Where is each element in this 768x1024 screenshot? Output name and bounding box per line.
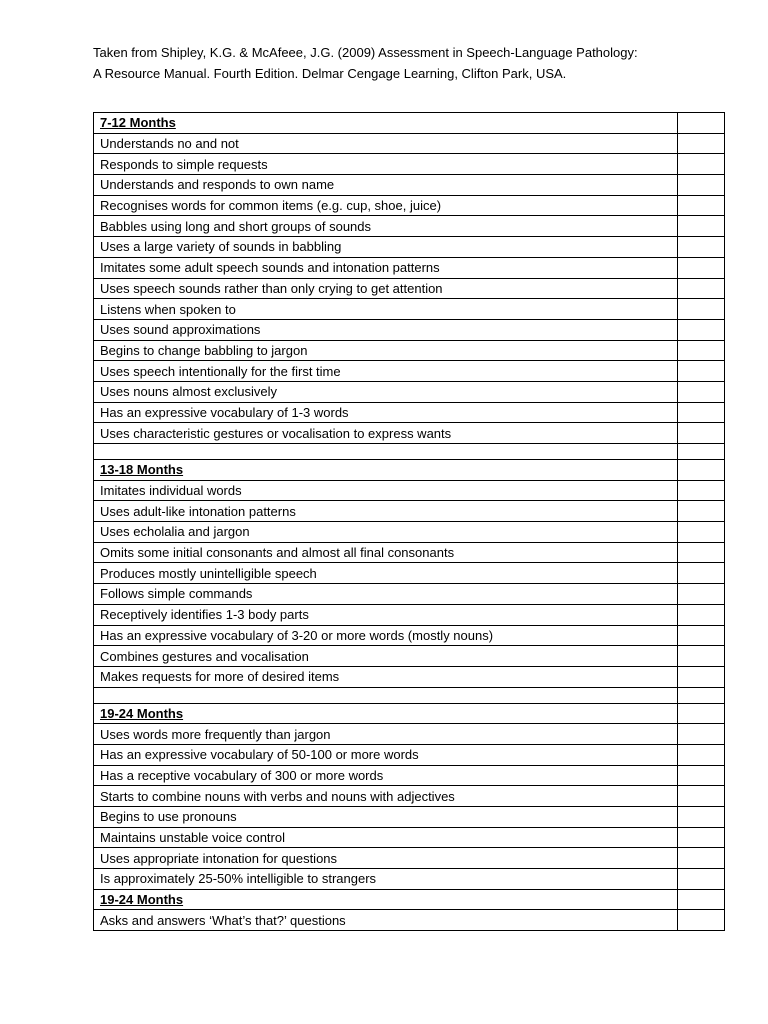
milestone-check-cell[interactable] xyxy=(678,724,725,745)
milestone-check-cell[interactable] xyxy=(678,848,725,869)
milestone-text: Produces mostly unintelligible speech xyxy=(94,563,678,584)
milestone-text: Omits some initial consonants and almost all final consonants xyxy=(94,542,678,563)
milestone-row xyxy=(94,423,725,444)
milestone-row xyxy=(94,278,725,299)
milestone-text: Has an expressive vocabulary of 1-3 words xyxy=(94,402,678,423)
milestone-text: Starts to combine nouns with verbs and nouns with adjectives xyxy=(94,786,678,807)
milestone-row xyxy=(94,154,725,175)
milestone-row xyxy=(94,910,725,931)
milestone-row xyxy=(94,522,725,543)
spacer-check-cell xyxy=(678,687,725,703)
milestone-text: Uses appropriate intonation for questions xyxy=(94,848,678,869)
milestone-text: Listens when spoken to xyxy=(94,299,678,320)
milestone-check-cell[interactable] xyxy=(678,216,725,237)
milestone-row xyxy=(94,175,725,196)
milestone-row xyxy=(94,237,725,258)
milestone-row xyxy=(94,195,725,216)
milestone-text: Uses speech intentionally for the first time xyxy=(94,361,678,382)
milestone-text: Imitates individual words xyxy=(94,480,678,501)
milestone-text: Has an expressive vocabulary of 50-100 or more words xyxy=(94,744,678,765)
section-heading: 19-24 Months xyxy=(94,889,678,910)
milestone-text: Recognises words for common items (e.g. cup, shoe, juice) xyxy=(94,195,678,216)
milestone-check-cell[interactable] xyxy=(678,402,725,423)
milestone-check-cell[interactable] xyxy=(678,910,725,931)
milestone-text: Combines gestures and vocalisation xyxy=(94,646,678,667)
citation-line-1: Taken from Shipley, K.G. & McAfeee, J.G. (2009) Assessment in Speech-Language Pathology: xyxy=(93,45,638,60)
milestone-check-cell[interactable] xyxy=(678,480,725,501)
milestone-row xyxy=(94,299,725,320)
section-heading: 19-24 Months xyxy=(94,703,678,724)
section-heading: 7-12 Months xyxy=(94,113,678,134)
milestone-text: Begins to use pronouns xyxy=(94,807,678,828)
milestone-check-cell[interactable] xyxy=(678,381,725,402)
milestone-row xyxy=(94,381,725,402)
milestone-check-cell[interactable] xyxy=(678,646,725,667)
section-heading: 13-18 Months xyxy=(94,460,678,481)
milestone-check-cell[interactable] xyxy=(678,744,725,765)
milestone-row xyxy=(94,848,725,869)
milestone-check-cell[interactable] xyxy=(678,195,725,216)
spacer-cell xyxy=(94,687,678,703)
milestone-text: Uses a large variety of sounds in babbling xyxy=(94,237,678,258)
milestone-row xyxy=(94,869,725,890)
milestone-check-cell[interactable] xyxy=(678,501,725,522)
section-check-cell[interactable] xyxy=(678,460,725,481)
milestone-check-cell[interactable] xyxy=(678,299,725,320)
milestone-row xyxy=(94,501,725,522)
milestone-row xyxy=(94,480,725,501)
milestone-check-cell[interactable] xyxy=(678,237,725,258)
checklist-body xyxy=(94,113,725,931)
milestone-check-cell[interactable] xyxy=(678,522,725,543)
milestone-check-cell[interactable] xyxy=(678,175,725,196)
milestone-check-cell[interactable] xyxy=(678,765,725,786)
milestone-check-cell[interactable] xyxy=(678,154,725,175)
milestone-text: Asks and answers ‘What’s that?’ questions xyxy=(94,910,678,931)
spacer-check-cell xyxy=(678,444,725,460)
milestone-text: Uses words more frequently than jargon xyxy=(94,724,678,745)
milestone-check-cell[interactable] xyxy=(678,604,725,625)
milestone-row xyxy=(94,319,725,340)
milestone-row xyxy=(94,563,725,584)
milestone-row xyxy=(94,216,725,237)
milestone-check-cell[interactable] xyxy=(678,319,725,340)
section-header-row xyxy=(94,703,725,724)
milestone-check-cell[interactable] xyxy=(678,869,725,890)
milestone-check-cell[interactable] xyxy=(678,361,725,382)
milestone-text: Is approximately 25-50% intelligible to strangers xyxy=(94,869,678,890)
milestone-row xyxy=(94,340,725,361)
citation-line-2: A Resource Manual. Fourth Edition. Delmar Cengage Learning, Clifton Park, USA. xyxy=(93,66,567,81)
milestone-check-cell[interactable] xyxy=(678,423,725,444)
section-check-cell[interactable] xyxy=(678,113,725,134)
milestone-row xyxy=(94,827,725,848)
milestone-text: Understands no and not xyxy=(94,133,678,154)
milestone-row xyxy=(94,807,725,828)
milestone-row xyxy=(94,786,725,807)
milestone-checklist-table xyxy=(93,112,725,931)
milestone-row xyxy=(94,724,725,745)
milestone-text: Imitates some adult speech sounds and intonation patterns xyxy=(94,257,678,278)
milestone-row xyxy=(94,584,725,605)
milestone-row xyxy=(94,133,725,154)
milestone-text: Uses echolalia and jargon xyxy=(94,522,678,543)
milestone-check-cell[interactable] xyxy=(678,542,725,563)
milestone-row xyxy=(94,604,725,625)
milestone-text: Babbles using long and short groups of sounds xyxy=(94,216,678,237)
milestone-row xyxy=(94,542,725,563)
milestone-check-cell[interactable] xyxy=(678,133,725,154)
milestone-text: Uses sound approximations xyxy=(94,319,678,340)
milestone-text: Uses nouns almost exclusively xyxy=(94,381,678,402)
milestone-check-cell[interactable] xyxy=(678,807,725,828)
milestone-row xyxy=(94,402,725,423)
milestone-text: Maintains unstable voice control xyxy=(94,827,678,848)
milestone-row xyxy=(94,361,725,382)
spacer-cell xyxy=(94,444,678,460)
milestone-check-cell[interactable] xyxy=(678,278,725,299)
milestone-check-cell[interactable] xyxy=(678,786,725,807)
section-header-row xyxy=(94,460,725,481)
milestone-row xyxy=(94,744,725,765)
milestone-text: Receptively identifies 1-3 body parts xyxy=(94,604,678,625)
milestone-row xyxy=(94,625,725,646)
milestone-check-cell[interactable] xyxy=(678,563,725,584)
milestone-text: Has a receptive vocabulary of 300 or more words xyxy=(94,765,678,786)
milestone-text: Has an expressive vocabulary of 3-20 or more words (mostly nouns) xyxy=(94,625,678,646)
citation xyxy=(93,42,733,84)
section-header-row xyxy=(94,889,725,910)
milestone-check-cell[interactable] xyxy=(678,625,725,646)
milestone-text: Uses speech sounds rather than only crying to get attention xyxy=(94,278,678,299)
milestone-row xyxy=(94,646,725,667)
section-check-cell[interactable] xyxy=(678,703,725,724)
milestone-check-cell[interactable] xyxy=(678,827,725,848)
milestone-text: Follows simple commands xyxy=(94,584,678,605)
spacer-row xyxy=(94,444,725,460)
milestone-text: Uses adult-like intonation patterns xyxy=(94,501,678,522)
milestone-row xyxy=(94,765,725,786)
milestone-text: Begins to change babbling to jargon xyxy=(94,340,678,361)
milestone-check-cell[interactable] xyxy=(678,584,725,605)
milestone-text: Responds to simple requests xyxy=(94,154,678,175)
section-header-row xyxy=(94,113,725,134)
milestone-text: Makes requests for more of desired items xyxy=(94,666,678,687)
milestone-text: Uses characteristic gestures or vocalisation to express wants xyxy=(94,423,678,444)
milestone-row xyxy=(94,257,725,278)
section-check-cell[interactable] xyxy=(678,889,725,910)
milestone-check-cell[interactable] xyxy=(678,666,725,687)
milestone-check-cell[interactable] xyxy=(678,340,725,361)
milestone-text: Understands and responds to own name xyxy=(94,175,678,196)
milestone-check-cell[interactable] xyxy=(678,257,725,278)
milestone-row xyxy=(94,666,725,687)
spacer-row xyxy=(94,687,725,703)
